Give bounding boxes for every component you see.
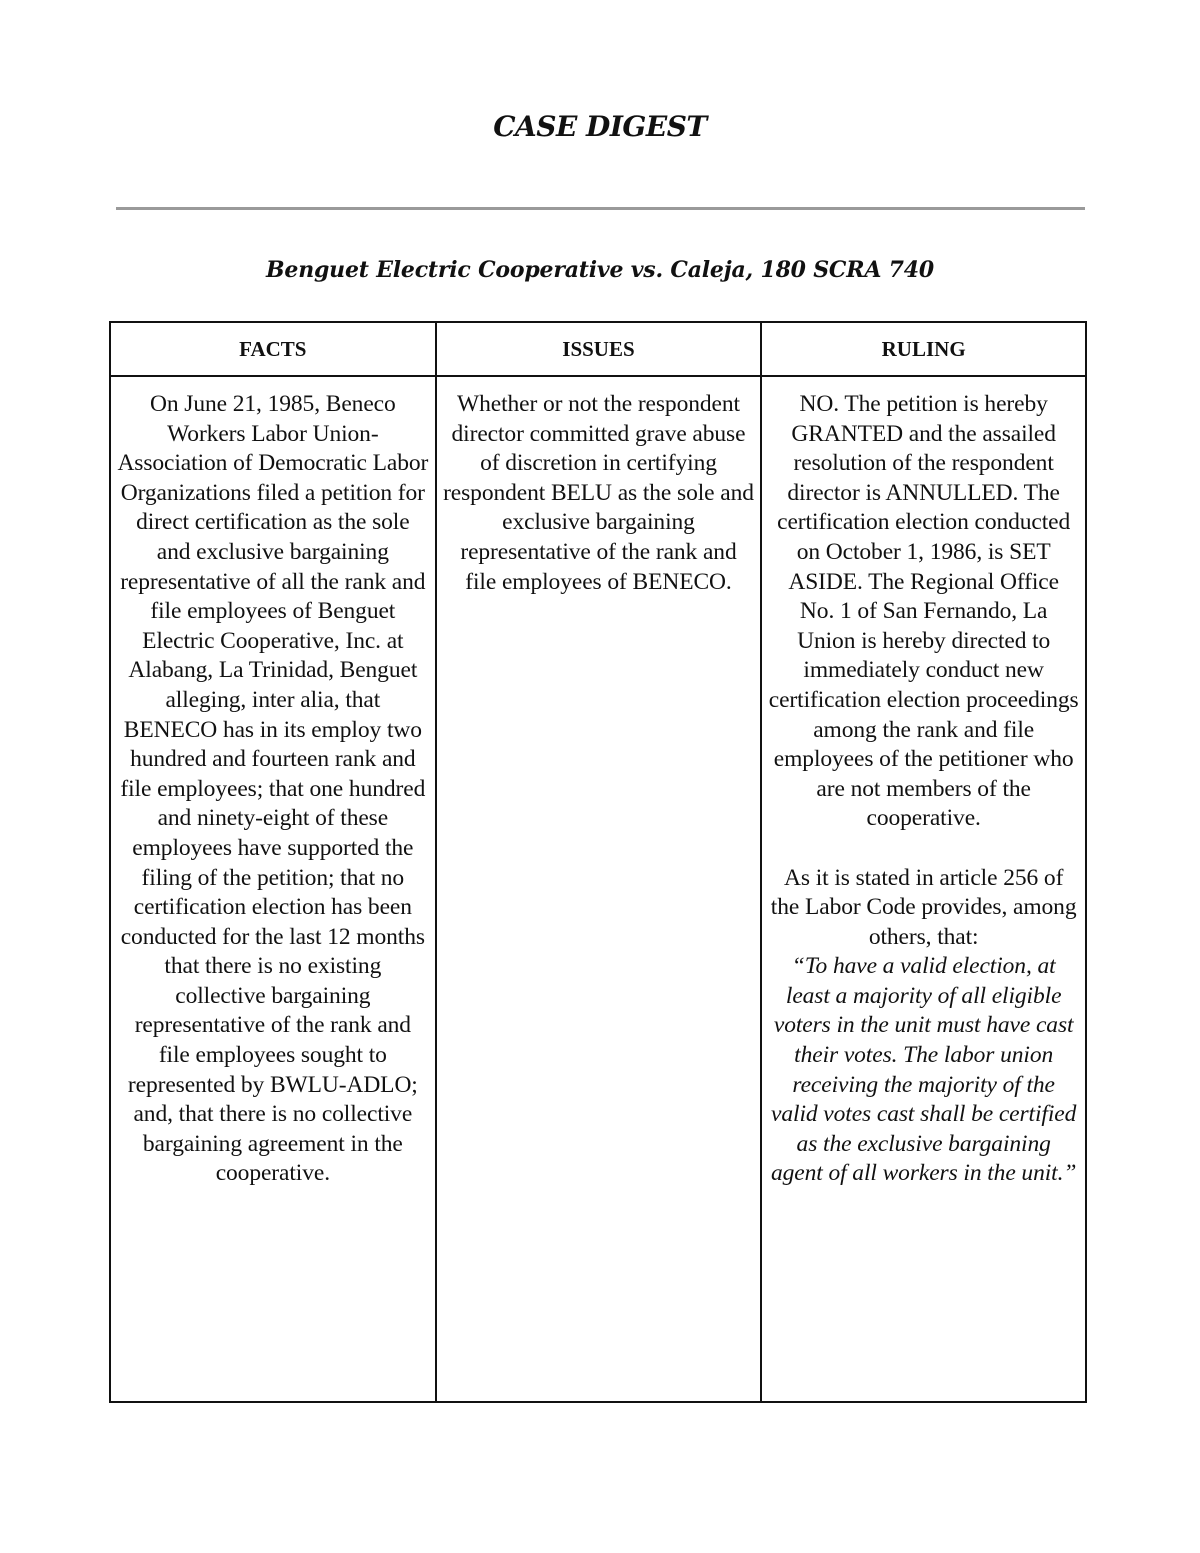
ruling-paragraph-2: As it is stated in article 256 of the Labor Code provides, among others, that: [770,864,1077,950]
case-title: Benguet Electric Cooperative vs. Caleja, 180 SCRA 740 [266,257,934,283]
issues-cell [436,376,762,1402]
facts-cell [110,376,436,1402]
table-header-row [110,322,1086,376]
paragraph-spacer [768,834,1079,864]
ruling-paragraph-1: NO. The petition is hereby GRANTED and the assailed resolution of the respondent director is ANNULLED. The certification election conducted on October 1, 1986, is SET ASIDE. The Regional Office No. 1 of San Fernando, La Union is hereby directed to immediately conduct new certification election proceedings among the rank and file employees of the petitioner who are not members of the cooperative. [768,391,1079,832]
header-issues: ISSUES [436,322,762,376]
horizontal-divider [116,207,1085,210]
issues-text: Whether or not the respondent director committed grave abuse of discretion in certifying respondent BELU as the sole and exclusive bargaining representative of the rank and file employees of BENECO. [443,391,754,595]
header-ruling: RULING [761,322,1086,376]
header-facts: FACTS [110,322,436,376]
case-digest-table [109,321,1087,1403]
facts-text: On June 21, 1985, Beneco Workers Labor Union-Association of Democratic Labor Organizations filed a petition for direct certification as the sole and exclusive bargaining representative of all the rank and file employees of Benguet Electric Cooperative, Inc. at Alabang, La Trinidad, Benguet alleging, inter alia, that BENECO has in its employ two hundred and fourteen rank and file employees; that one hundred and ninety-eight of these employees have supported the filing of the petition; that no certification election has been conducted for the last 12 months that there is no existing collective bargaining representative of the rank and file employees sought to represented by BWLU-ADLO; and, that there is no collective bargaining agreement in the cooperative. [117,391,429,1187]
ruling-quote: “To have a valid election, at least a majority of all eligible voters in the unit must have cast their votes. The labor union receiving the majority of the valid votes cast shall be certified as the exclusive bargaining agent of all workers in the unit.” [770,953,1077,1187]
ruling-cell [761,376,1086,1402]
table-row [110,376,1086,1402]
page-title: CASE DIGEST [493,110,707,143]
